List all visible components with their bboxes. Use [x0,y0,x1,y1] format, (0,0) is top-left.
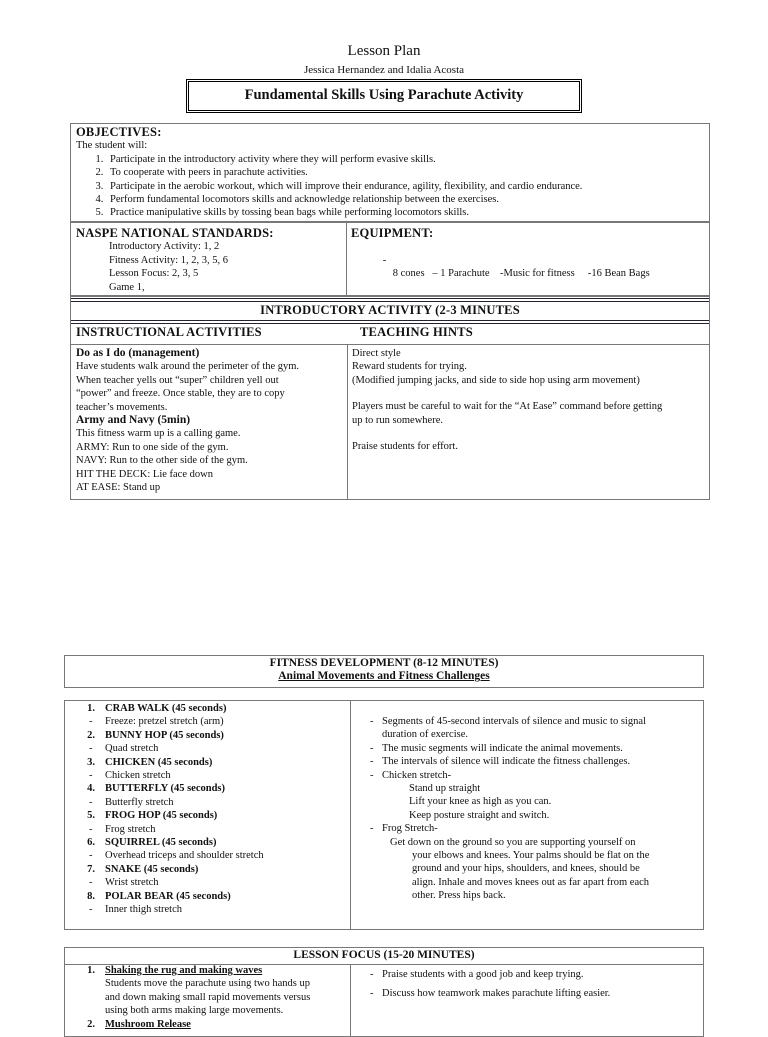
stretch-line [65,823,347,836]
item-number: 8. [87,890,95,902]
fitness-item [65,702,347,715]
standard-line: Fitness Activity: 1, 2, 3, 5, 6 [109,254,229,266]
activity-line: Have students walk around the perimeter of the gym. [76,361,300,373]
stretch-text: Butterfly stretch [105,796,174,808]
row-divider [71,344,709,345]
hint-line: Chicken stretch- [382,769,452,781]
fitness-item-name: SNAKE (45 seconds) [105,863,199,875]
stretch-line [65,903,347,916]
bullet-dash: - [370,742,374,754]
activity-line: This fitness warm up is a calling game. [76,428,241,440]
fitness-item [65,809,347,822]
fitness-subheading: Animal Movements and Fitness Challenges [278,670,490,683]
stretch-line [65,769,347,782]
objectives-box [70,123,710,222]
bullet-dash: - [370,969,374,980]
item-number: 2. [87,1018,95,1030]
teaching-hints [352,347,707,453]
item-number: 6. [87,837,95,849]
hint-line: Reward students for trying. [352,361,467,373]
hint-line: Direct style [352,348,401,359]
hint-line: (Modified jumping jacks, and side to side hop using arm movement) [352,374,640,386]
col2-heading: TEACHING HINTS [360,325,473,339]
activity-line: HIT THE DECK: Lie face down [76,468,213,480]
fitness-item-name: BUTTERFLY (45 seconds) [105,783,225,795]
hint-line: Keep posture straight and switch. [409,809,550,821]
bullet-dash: - [89,796,93,808]
standard-line: Introductory Activity: 1, 2 [109,241,220,253]
hint-line: ground and your hips, shoulders, and knees, should be [412,863,640,875]
activity-title-box [186,79,582,113]
equipment-section [351,227,650,294]
hint-line: your elbows and knees. Your palms should be flat on the [412,850,650,862]
activity-line: ARMY: Run to one side of the gym. [76,441,229,453]
double-rule [71,320,709,324]
bullet-dash: - [370,756,374,768]
hint-line: Praise students for effort. [352,441,458,453]
fitness-heading: FITNESS DEVELOPMENT (8-12 MINUTES) [269,657,499,669]
hint-line: duration of exercise. [382,729,469,741]
stretch-line [65,849,347,862]
stretch-line [65,742,347,755]
bullet-dash: - [89,716,93,728]
objective-item: 4. Perform fundamental locomotors skills and acknowledge relationship between the exercises. [106,193,709,206]
item-number: 7. [87,863,95,875]
page-title: Lesson Plan [347,43,421,59]
standard-line: Game 1, [109,281,145,293]
fitness-item-name: SQUIRREL (45 seconds) [105,837,217,849]
equipment-heading: EQUIPMENT: [351,226,434,240]
fitness-item-name: POLAR BEAR (45 seconds) [105,890,231,902]
fitness-item-name: CHICKEN (45 seconds) [105,756,213,768]
activity-line: Students move the parachute using two hands up [105,978,311,990]
stretch-text: Chicken stretch [105,770,171,782]
hint-line: Get down on the ground so you are supporting yourself on [390,836,636,848]
item-number: 5. [87,810,95,822]
hint-line: Players must be careful to wait for the “At Ease” command before getting [352,401,663,413]
intro-activity-box [70,296,710,500]
bullet-dash: - [370,988,374,1000]
objectives-heading: OBJECTIVES: [76,125,162,139]
standards-section [76,227,274,294]
bullet-dash: - [89,743,93,755]
authors: Jessica Hernandez and Idalia Acosta [303,64,465,76]
fitness-hints [362,715,702,903]
stretch-text: Inner thigh stretch [105,904,182,916]
lesson-focus-activities [65,964,347,1031]
hint-line: The music segments will indicate the animal movements. [382,742,623,754]
stretch-text: Freeze: pretzel stretch (arm) [105,716,224,728]
standards-equipment-box [70,222,710,296]
hint-line: align. Inhale and moves knees out as far apart from each [412,876,650,888]
stretch-text: Wrist stretch [105,877,159,889]
column-divider [347,344,348,499]
objective-item: 1. Participate in the introductory activity where they will perform evasive skills. [106,153,709,166]
stretch-text: Frog stretch [105,823,156,835]
activity-title: Fundamental Skills Using Parachute Activity [244,87,524,104]
activity-line: using both arms making large movements. [105,1005,284,1017]
objective-item: 5. Practice manipulative skills by tossing bean bags while performing locomotors skills. [106,206,709,219]
item-number: 4. [87,783,95,795]
item-number: 3. [87,756,95,768]
hint-line: Frog Stretch- [382,823,438,835]
lesson-focus-hints [362,968,702,1001]
bullet-dash: - [89,850,93,862]
hint-line: Segments of 45-second intervals of silence and music to signal [382,716,646,727]
sub-heading-do-as-i-do: Do as I do (management) [76,347,200,359]
fitness-item-name: BUNNY HOP (45 seconds) [105,729,224,741]
standard-line: Lesson Focus: 2, 3, 5 [109,268,199,280]
activity-line: teacher’s movements. [76,401,168,413]
hint-line: The intervals of silence will indicate the fitness challenges. [382,756,631,768]
item-title: Mushroom Release [105,1018,191,1030]
objective-item: 3. Participate in the aerobic workout, which will improve their endurance, agility, flexibility, and cardio endurance. [106,180,709,193]
fitness-item [65,729,347,742]
bullet-dash: - [89,904,93,916]
fitness-item-name: FROG HOP (45 seconds) [105,810,218,822]
hint-line: Discuss how teamwork makes parachute lifting easier. [382,988,611,1000]
column-divider [350,701,351,929]
bullet-dash: - [370,769,374,781]
fitness-body-box [64,700,704,930]
hint-line: Lift your knee as high as you can. [409,796,552,808]
stretch-line [65,796,347,809]
activity-line: and down making small rapid movements versus [105,991,311,1003]
stretch-text: Quad stretch [105,743,159,755]
fitness-header-box [64,655,704,688]
objectives-intro: The student will: [76,140,148,152]
equipment-dash: - [382,254,387,266]
activity-line: “power” and freeze. Once stable, they are to copy [76,388,285,400]
equipment-items: 8 cones – 1 Parachute -Music for fitness -16 Bean Bags [392,268,650,280]
fitness-item [65,756,347,769]
double-rule [71,298,709,302]
bullet-dash: - [370,823,374,835]
activity-line: AT EASE: Stand up [76,482,161,494]
bullet-dash: - [89,770,93,782]
stretch-text: Overhead triceps and shoulder stretch [105,850,264,862]
bullet-dash: - [89,877,93,889]
item-number: 2. [87,729,95,741]
stretch-line [65,876,347,889]
bullet-dash: - [89,823,93,835]
fitness-item-name: CRAB WALK (45 seconds) [105,703,227,714]
fitness-item [65,863,347,876]
standards-heading: NASPE NATIONAL STANDARDS: [76,226,274,240]
item-title: Shaking the rug and making waves [105,965,263,976]
sub-heading-army-navy: Army and Navy (5min) [76,414,191,427]
stretch-line [65,715,347,728]
activity-line: NAVY: Run to the other side of the gym. [76,455,248,467]
objective-item: 2. To cooperate with peers in parachute activities. [106,166,709,179]
lesson-focus-heading: LESSON FOCUS (15-20 MINUTES) [293,949,475,961]
bullet-dash: - [370,716,374,727]
column-divider [346,223,347,295]
item-number: 1. [87,965,95,976]
hint-line: Praise students with a good job and keep trying. [382,969,584,980]
fitness-item [65,890,347,903]
column-divider [350,964,351,1036]
hint-line: up to run somewhere. [352,414,443,426]
hint-line: Stand up straight [409,783,481,795]
activity-line: When teacher yells out “super” children yell out [76,374,279,386]
intro-heading: INTRODUCTORY ACTIVITY (2-3 MINUTES [260,303,520,317]
fitness-item [65,782,347,795]
hint-line: other. Press hips back. [412,890,506,902]
fitness-item [65,836,347,849]
objectives-list [76,153,709,220]
instructional-activities [76,347,344,494]
item-number: 1. [87,703,95,714]
fitness-activities [65,702,347,917]
col1-heading: INSTRUCTIONAL ACTIVITIES [76,325,262,339]
